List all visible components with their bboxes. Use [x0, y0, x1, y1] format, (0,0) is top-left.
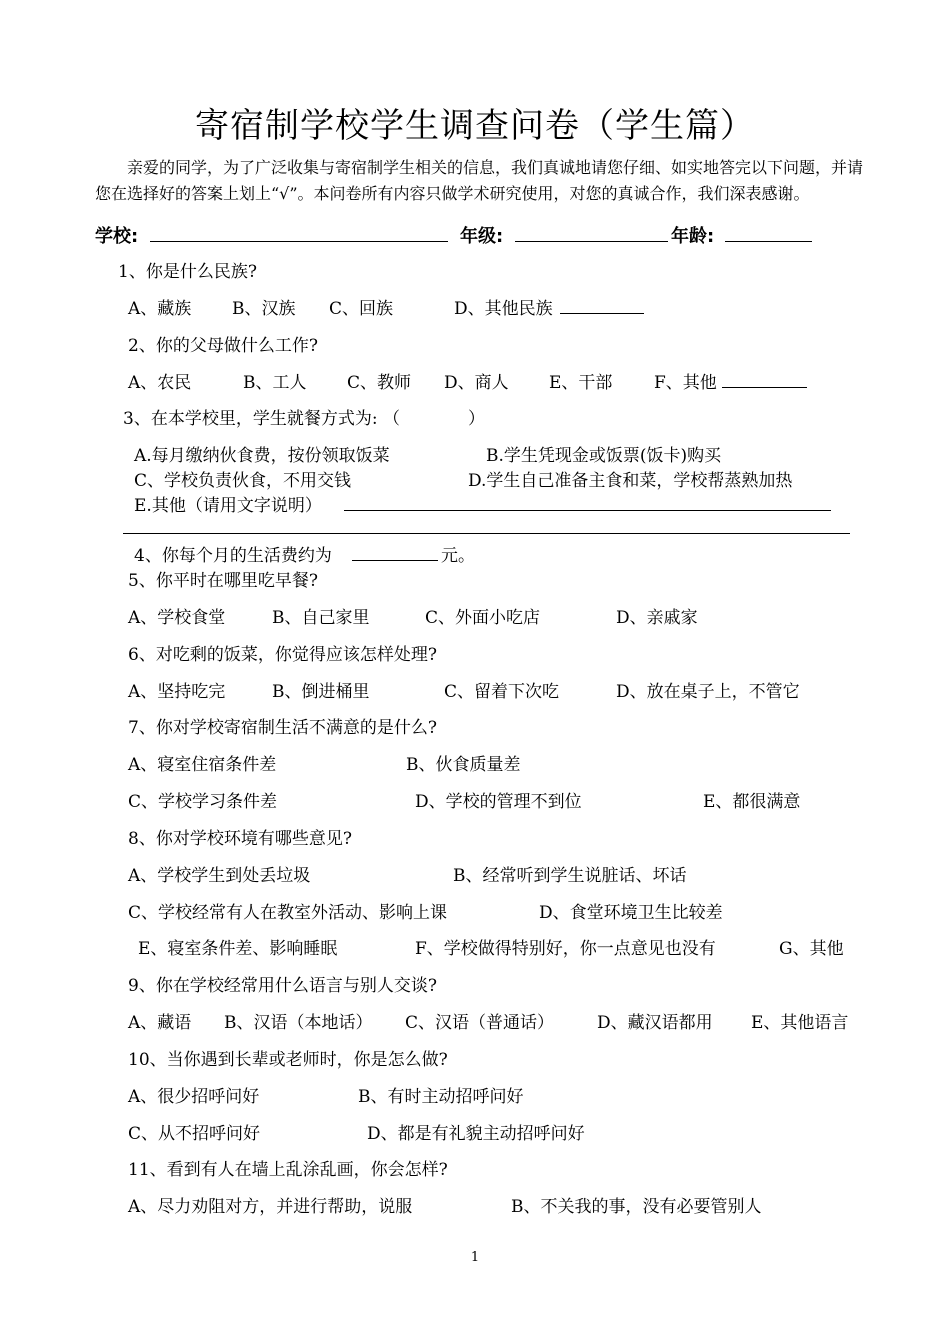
- q1-other-input[interactable]: [560, 313, 644, 314]
- q3-option-b[interactable]: B.学生凭现金或饭票(饭卡)购买: [486, 446, 722, 466]
- q2-other-input[interactable]: [722, 387, 807, 388]
- q2-option-f[interactable]: F、其他: [654, 373, 717, 393]
- q5-option-a[interactable]: A、学校食堂: [128, 608, 226, 628]
- q2-option-e[interactable]: E、干部: [549, 373, 613, 393]
- question-1: 1、你是什么民族?: [118, 262, 257, 282]
- q3-option-e[interactable]: E.其他（请用文字说明）: [134, 496, 322, 516]
- grade-input[interactable]: [515, 241, 668, 242]
- q9-option-e[interactable]: E、其他语言: [751, 1013, 849, 1033]
- q2-option-b[interactable]: B、工人: [243, 373, 307, 393]
- q8-option-c[interactable]: C、学校经常有人在教室外活动、影响上课: [128, 903, 448, 923]
- age-label: 年龄:: [671, 226, 715, 247]
- q3-other-input-line2[interactable]: [123, 533, 850, 534]
- q8-option-e[interactable]: E、寝室条件差、影响睡眠: [138, 939, 338, 959]
- age-input[interactable]: [725, 241, 812, 242]
- q10-option-d[interactable]: D、都是有礼貌主动招呼问好: [367, 1124, 585, 1144]
- question-2: 2、你的父母做什么工作?: [128, 336, 318, 356]
- q11-option-a[interactable]: A、尽力劝阻对方，并进行帮助，说服: [128, 1197, 413, 1217]
- q9-option-b[interactable]: B、汉语（本地话）: [224, 1013, 373, 1033]
- q5-option-d[interactable]: D、亲戚家: [616, 608, 698, 628]
- q3-other-input[interactable]: [344, 510, 831, 511]
- question-10: 10、当你遇到长辈或老师时，你是怎么做?: [128, 1050, 448, 1070]
- question-11: 11、看到有人在墙上乱涂乱画，你会怎样?: [128, 1160, 448, 1180]
- q1-option-c[interactable]: C、回族: [329, 299, 394, 319]
- q5-option-c[interactable]: C、外面小吃店: [425, 608, 541, 628]
- grade-label: 年级:: [460, 226, 504, 247]
- question-7: 7、你对学校寄宿制生活不满意的是什么?: [128, 718, 437, 738]
- question-8: 8、你对学校环境有哪些意见?: [128, 829, 352, 849]
- q6-option-a[interactable]: A、坚持吃完: [128, 682, 226, 702]
- q10-option-b[interactable]: B、有时主动招呼问好: [358, 1087, 524, 1107]
- q11-option-b[interactable]: B、不关我的事，没有必要管别人: [511, 1197, 762, 1217]
- q1-option-b[interactable]: B、汉族: [232, 299, 296, 319]
- q3-option-a[interactable]: A.每月缴纳伙食费，按份领取饭菜: [134, 446, 390, 466]
- q8-option-d[interactable]: D、食堂环境卫生比较差: [539, 903, 723, 923]
- question-5: 5、你平时在哪里吃早餐?: [128, 571, 318, 591]
- q7-option-d[interactable]: D、学校的管理不到位: [415, 792, 582, 812]
- q6-option-c[interactable]: C、留着下次吃: [444, 682, 560, 702]
- school-label: 学校:: [95, 226, 139, 247]
- q7-option-e[interactable]: E、都很满意: [703, 792, 801, 812]
- page-title: 寄宿制学校学生调查问卷（学生篇）: [195, 106, 755, 146]
- question-9: 9、你在学校经常用什么语言与别人交谈?: [128, 976, 437, 996]
- page-number: 1: [470, 1250, 480, 1265]
- q2-option-c[interactable]: C、教师: [347, 373, 412, 393]
- intro-paragraph: 亲爱的同学，为了广泛收集与寄宿制学生相关的信息，我们真诚地请您仔细、如实地答完以下问题，并请您在选择好的答案上划上“√”。本问卷所有内容只做学术研究使用，对您的真诚合作，我们深表感谢。: [95, 158, 864, 203]
- question-3: 3、在本学校里，学生就餐方式为: （ ）: [123, 409, 485, 429]
- q7-option-c[interactable]: C、学校学习条件差: [128, 792, 278, 812]
- q10-option-c[interactable]: C、从不招呼问好: [128, 1124, 261, 1144]
- q3-option-c[interactable]: C、学校负责伙食，不用交钱: [134, 471, 352, 491]
- q8-option-g[interactable]: G、其他: [779, 939, 844, 959]
- q2-option-a[interactable]: A、农民: [128, 373, 192, 393]
- q1-option-a[interactable]: A、藏族: [128, 299, 192, 319]
- school-input[interactable]: [150, 241, 448, 242]
- q1-option-d[interactable]: D、其他民族: [454, 299, 553, 319]
- q7-option-a[interactable]: A、寝室住宿条件差: [128, 755, 277, 775]
- question-6: 6、对吃剩的饭菜，你觉得应该怎样处理?: [128, 645, 437, 665]
- q6-option-b[interactable]: B、倒进桶里: [272, 682, 370, 702]
- q8-option-f[interactable]: F、学校做得特别好，你一点意见也没有: [415, 939, 716, 959]
- q6-option-d[interactable]: D、放在桌子上，不管它: [616, 682, 800, 702]
- question-4: 4、你每个月的生活费约为: [134, 546, 332, 566]
- q8-option-a[interactable]: A、学校学生到处丢垃圾: [128, 866, 311, 886]
- q9-option-c[interactable]: C、汉语（普通话）: [405, 1013, 555, 1033]
- q9-option-a[interactable]: A、藏语: [128, 1013, 192, 1033]
- q5-option-b[interactable]: B、自己家里: [272, 608, 370, 628]
- q8-option-b[interactable]: B、经常听到学生说脏话、坏话: [453, 866, 687, 886]
- q10-option-a[interactable]: A、很少招呼问好: [128, 1087, 260, 1107]
- q2-option-d[interactable]: D、商人: [444, 373, 509, 393]
- q7-option-b[interactable]: B、伙食质量差: [406, 755, 521, 775]
- question-4-unit: 元。: [441, 546, 475, 566]
- q4-amount-input[interactable]: [352, 560, 438, 561]
- q3-option-d[interactable]: D.学生自己准备主食和菜，学校帮蒸熟加热: [468, 471, 793, 491]
- q9-option-d[interactable]: D、藏汉语都用: [597, 1013, 713, 1033]
